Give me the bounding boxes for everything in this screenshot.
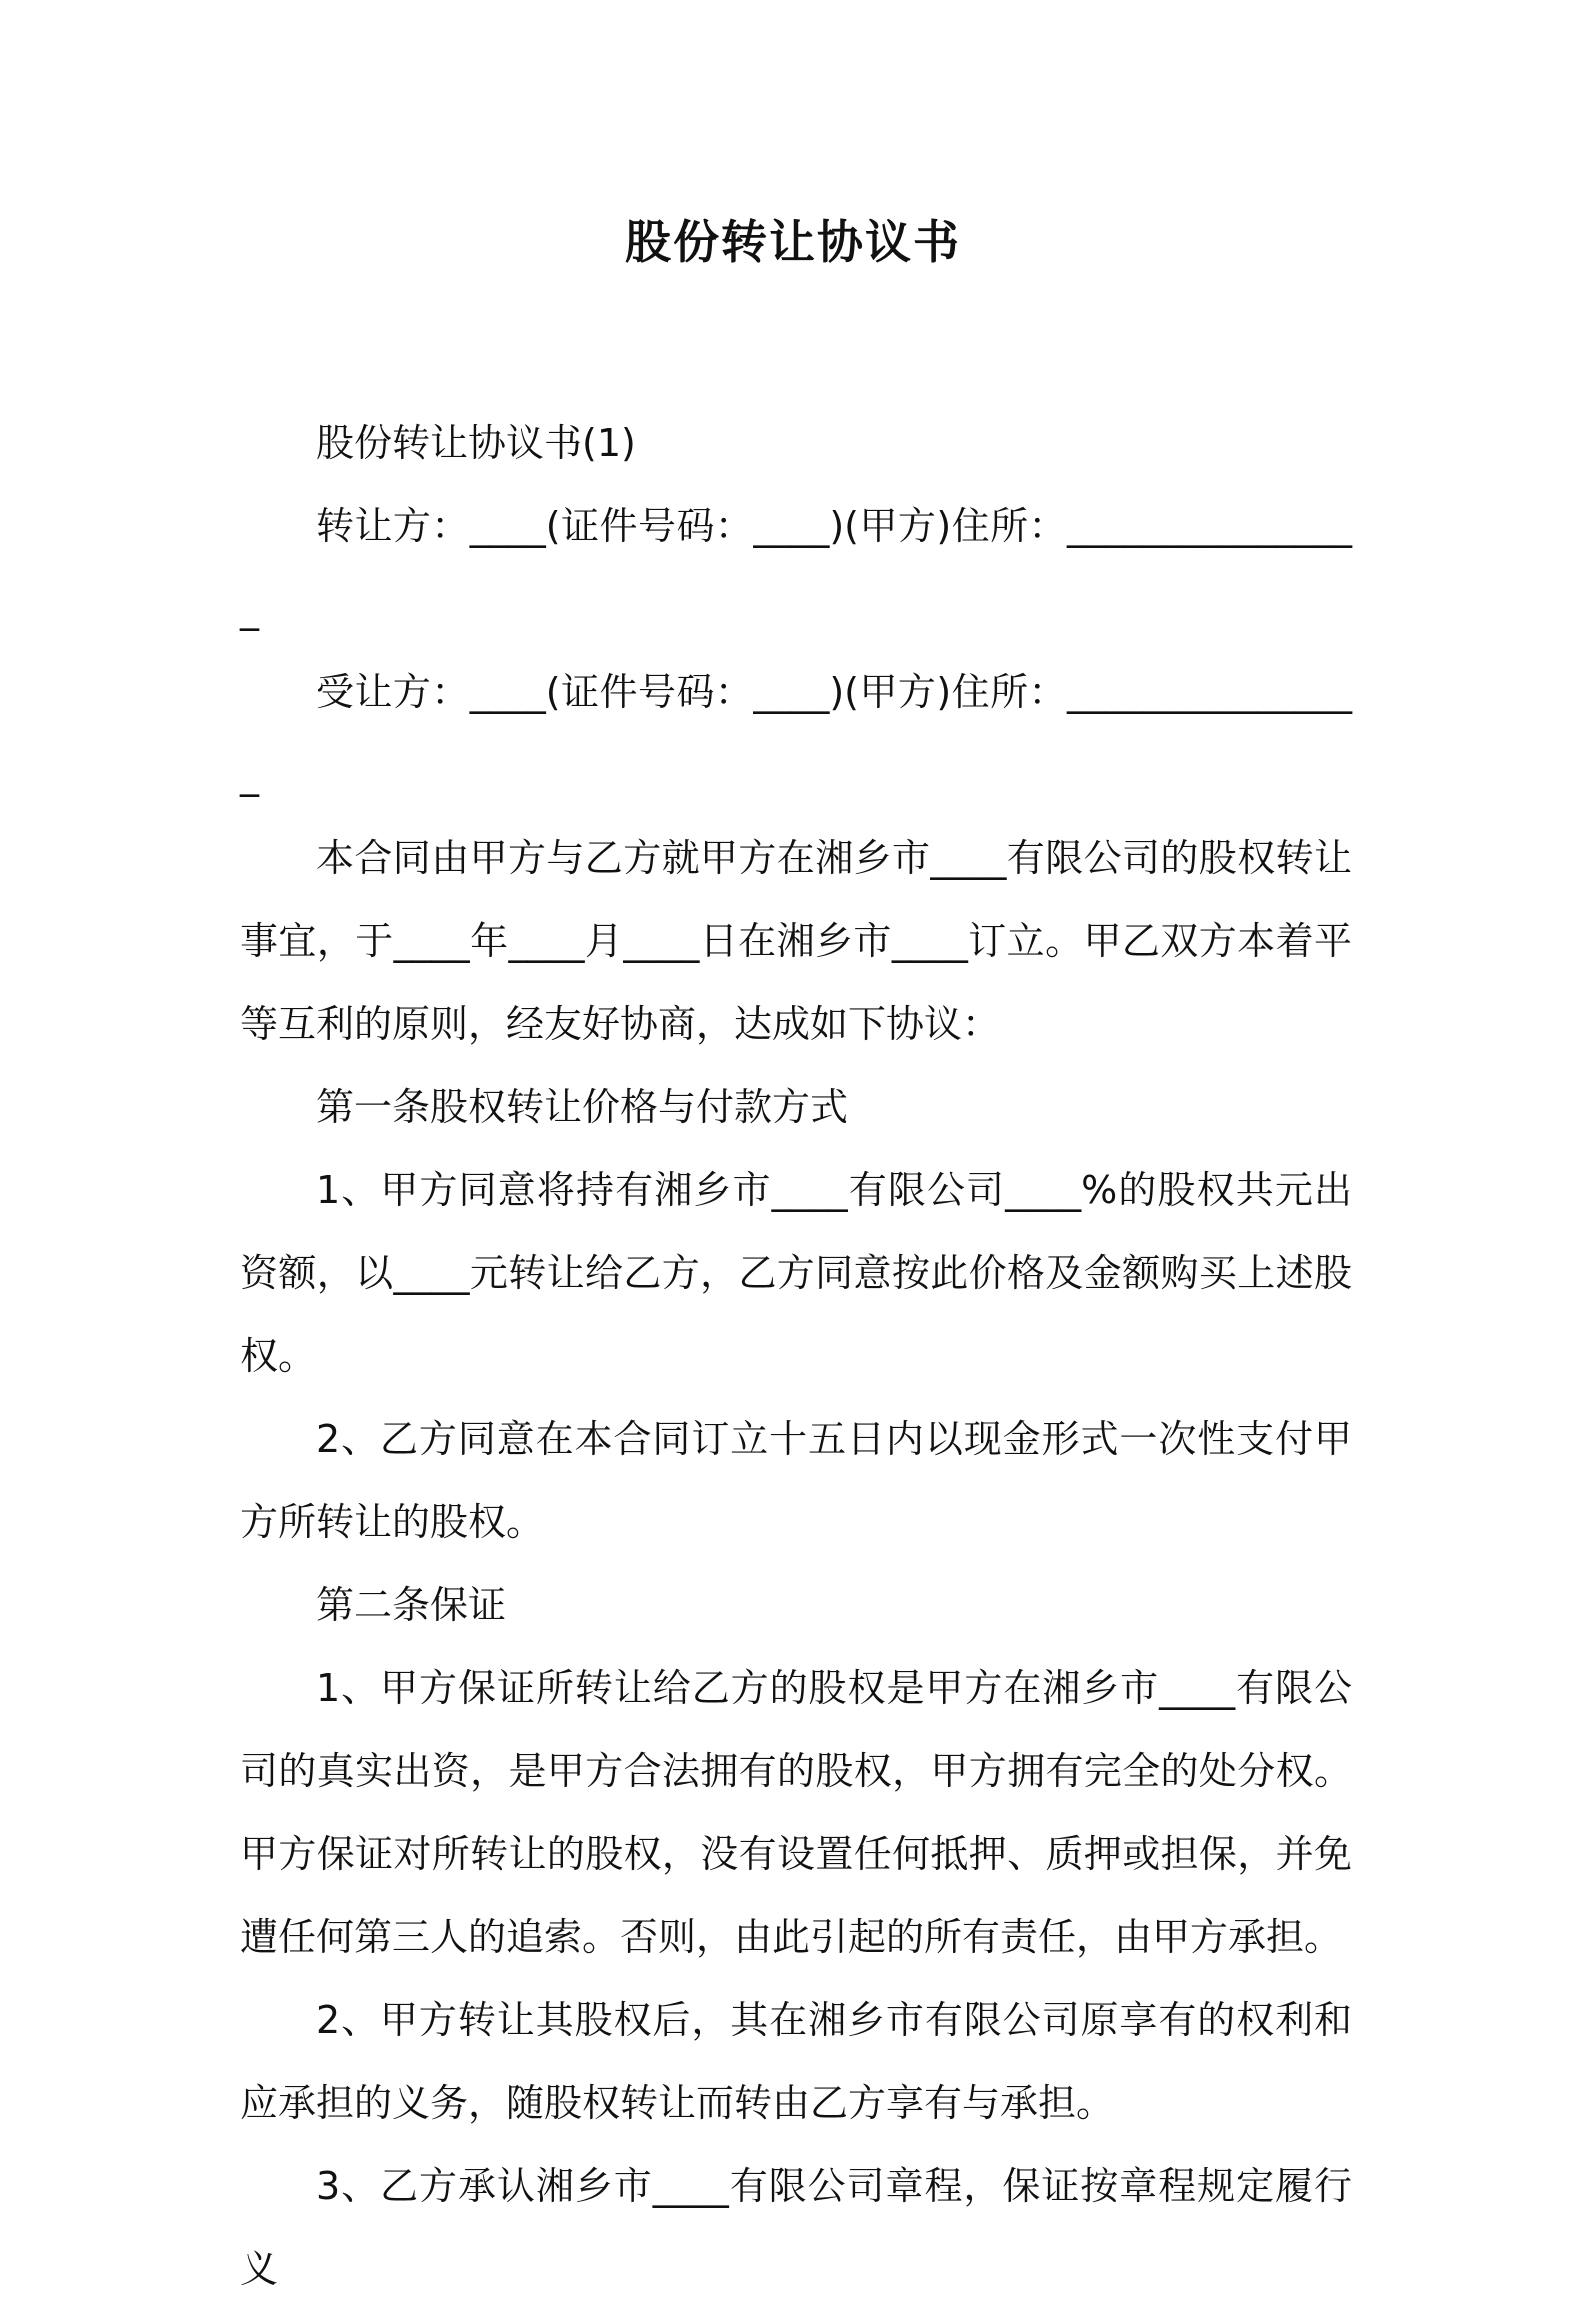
document-body [240,402,1352,2311]
article-2-clause-3: 3、乙方承认湘乡市____有限公司章程，保证按章程规定履行义 [240,2164,1352,2291]
article-1-clause-2: 2、乙方同意在本合同订立十五日内以现金形式一次性支付甲方所转让的股权。 [240,1417,1352,1544]
article-heading-2: 第二条保证 [316,1583,507,1627]
paragraph-transferee: 受让方：____(证件号码：____)(甲方)住所：________________ [240,670,1352,797]
paragraph-subtitle: 股份转让协议书(1) [316,421,636,465]
paragraph-preamble: 本合同由甲方与乙方就甲方在湘乡市____有限公司的股权转让事宜，于____年____月____日在湘乡市____订立。甲乙双方本着平等互利的原则，经友好协商，达成如下协议： [240,836,1352,1046]
article-2-clause-1: 1、甲方保证所转让给乙方的股权是甲方在湘乡市____有限公司的真实出资，是甲方合法拥有的股权，甲方拥有完全的处分权。甲方保证对所转让的股权，没有设置任何抵押、质押或担保，并免遭任何第三人的追索。否则，由此引起的所有责任，由甲方承担。 [240,1666,1352,1959]
document-title: 股份转让协议书 [625,215,961,269]
article-1-clause-1: 1、甲方同意将持有湘乡市____有限公司____%的股权共元出资额，以____元转让给乙方，乙方同意按此价格及金额购买上述股权。 [240,1168,1352,1378]
paragraph-transferor: 转让方：____(证件号码：____)(甲方)住所：________________ [240,504,1352,631]
article-heading-1: 第一条股权转让价格与付款方式 [316,1085,849,1129]
article-2-clause-2: 2、甲方转让其股权后，其在湘乡市有限公司原享有的权利和应承担的义务，随股权转让而转由乙方享有与承担。 [240,1998,1352,2125]
